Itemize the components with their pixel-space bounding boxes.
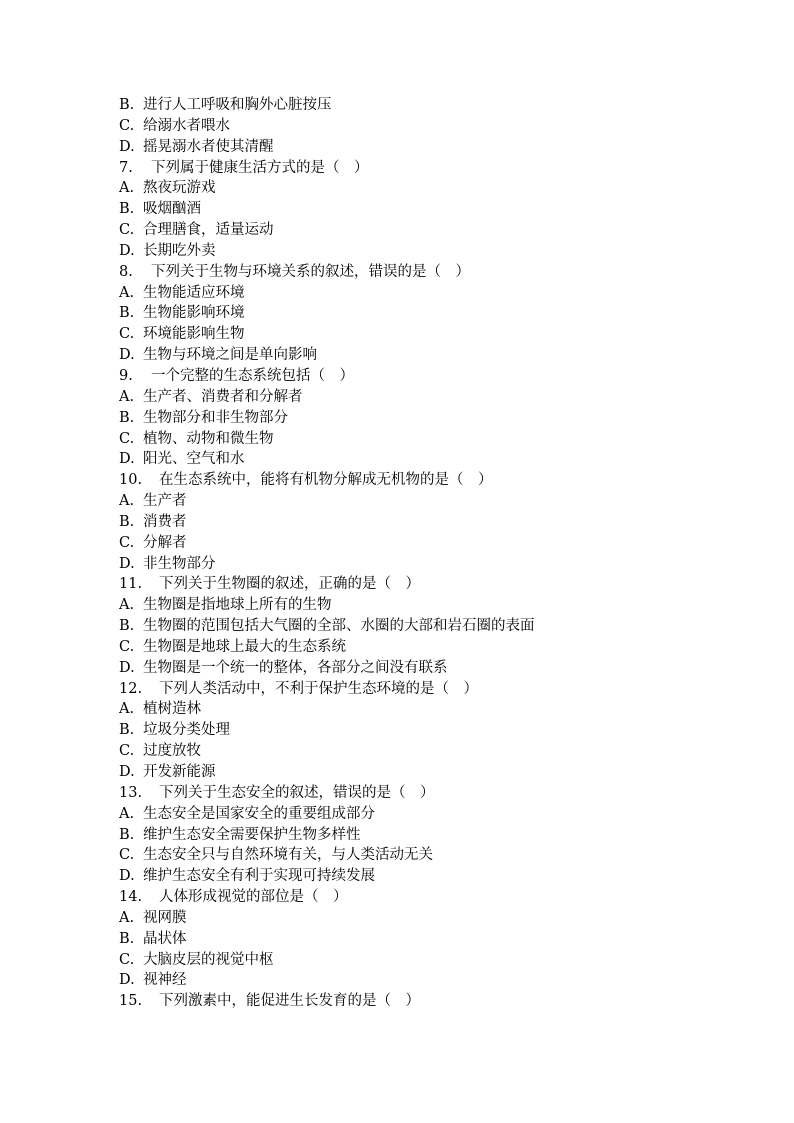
option-letter: D. xyxy=(119,868,135,885)
answer-option xyxy=(119,825,679,846)
option-text: 开发新能源 xyxy=(143,764,216,780)
answer-option xyxy=(119,95,679,116)
answer-option xyxy=(119,408,679,429)
option-letter: D. xyxy=(119,555,135,572)
question-text: 下列关于生态安全的叙述，错误的是（ ） xyxy=(159,784,435,801)
option-text: 给溺水者喂水 xyxy=(143,117,230,134)
option-text: 阳光、空气和水 xyxy=(143,451,245,468)
option-letter: D. xyxy=(119,347,135,364)
option-text: 进行人工呼吸和胸外心脏按压 xyxy=(143,97,332,113)
option-letter: B. xyxy=(119,201,135,218)
option-text: 过度放牧 xyxy=(143,743,201,760)
option-letter: B. xyxy=(119,930,135,947)
option-letter: B. xyxy=(119,409,135,426)
question-number: 10. xyxy=(119,472,143,489)
option-text: 垃圾分类处理 xyxy=(143,722,230,739)
answer-option xyxy=(119,303,679,324)
question-text: 一个完整的生态系统包括（ ） xyxy=(151,367,354,384)
answer-option xyxy=(119,116,679,137)
question-number: 13. xyxy=(119,784,143,801)
answer-option xyxy=(119,449,679,470)
option-text: 晶状体 xyxy=(143,930,187,947)
answer-option xyxy=(119,699,679,720)
option-text: 维护生态安全有利于实现可持续发展 xyxy=(143,868,375,885)
option-text: 生态安全是国家安全的重要组成部分 xyxy=(143,805,375,822)
answer-option xyxy=(119,970,679,991)
option-text: 植物、动物和微生物 xyxy=(143,430,274,447)
option-letter: A. xyxy=(119,805,135,822)
answer-option xyxy=(119,554,679,575)
option-text: 消费者 xyxy=(143,513,187,530)
question-text: 下列人类活动中，不利于保护生态环境的是（ ） xyxy=(159,680,478,697)
option-letter: C. xyxy=(119,847,135,864)
option-text: 生物部分和非生物部分 xyxy=(143,409,288,426)
option-letter: D. xyxy=(119,138,135,155)
answer-option xyxy=(119,220,679,241)
option-text: 植树造林 xyxy=(143,701,201,718)
option-letter: C. xyxy=(119,534,135,551)
question-stem xyxy=(119,574,679,595)
question-stem xyxy=(119,783,679,804)
answer-option xyxy=(119,199,679,220)
option-letter: A. xyxy=(119,284,135,301)
answer-option xyxy=(119,137,679,158)
option-letter: B. xyxy=(119,513,135,530)
question-text: 下列关于生物圈的叙述，正确的是（ ） xyxy=(159,576,420,593)
option-letter: D. xyxy=(119,659,135,676)
answer-option xyxy=(119,512,679,533)
question-text: 在生态系统中，能将有机物分解成无机物的是（ ） xyxy=(159,472,493,489)
option-text: 分解者 xyxy=(143,534,187,551)
answer-option xyxy=(119,429,679,450)
option-text: 吸烟酗酒 xyxy=(143,201,201,218)
answer-option xyxy=(119,595,679,616)
answer-option xyxy=(119,178,679,199)
question-text: 下列关于生物与环境关系的叙述，错误的是（ ） xyxy=(151,263,470,280)
answer-option xyxy=(119,741,679,762)
option-text: 生态安全只与自然环境有关，与人类活动无关 xyxy=(143,847,433,864)
option-letter: D. xyxy=(119,242,135,259)
option-letter: C. xyxy=(119,326,135,343)
question-number: 7. xyxy=(119,159,133,176)
option-text: 生物能影响环境 xyxy=(143,305,245,322)
option-text: 生物圈是一个统一的整体，各部分之间没有联系 xyxy=(143,659,448,676)
option-letter: B. xyxy=(119,826,135,843)
option-letter: D. xyxy=(119,451,135,468)
answer-option xyxy=(119,533,679,554)
option-text: 大脑皮层的视觉中枢 xyxy=(143,951,274,968)
option-text: 维护生态安全需要保护生物多样性 xyxy=(143,826,361,843)
option-text: 环境能影响生物 xyxy=(143,326,245,343)
question-stem xyxy=(119,158,679,179)
question-text: 人体形成视觉的部位是（ ） xyxy=(159,889,348,906)
question-text: 下列激素中，能促进生长发育的是（ ） xyxy=(159,993,420,1010)
option-letter: B. xyxy=(119,305,135,322)
option-letter: C. xyxy=(119,430,135,447)
option-text: 生产者、消费者和分解者 xyxy=(143,388,303,405)
option-text: 生物圈是指地球上所有的生物 xyxy=(143,597,332,614)
option-text: 生物圈的范围包括大气圈的全部、水圈的大部和岩石圈的表面 xyxy=(143,618,535,635)
answer-option xyxy=(119,720,679,741)
question-number: 9. xyxy=(119,367,133,384)
question-stem xyxy=(119,470,679,491)
option-letter: A. xyxy=(119,180,135,197)
question-stem xyxy=(119,366,679,387)
question-number: 8. xyxy=(119,263,133,280)
answer-option xyxy=(119,950,679,971)
option-letter: A. xyxy=(119,597,135,614)
answer-option xyxy=(119,387,679,408)
option-text: 摇晃溺水者使其清醒 xyxy=(143,138,274,155)
option-letter: B. xyxy=(119,97,135,113)
option-letter: C. xyxy=(119,743,135,760)
question-number: 15. xyxy=(119,993,143,1010)
option-letter: B. xyxy=(119,722,135,739)
answer-option xyxy=(119,283,679,304)
question-list xyxy=(119,95,679,1012)
option-letter: A. xyxy=(119,388,135,405)
option-letter: A. xyxy=(119,701,135,718)
option-text: 熬夜玩游戏 xyxy=(143,180,216,197)
option-letter: C. xyxy=(119,638,135,655)
answer-option xyxy=(119,658,679,679)
question-stem xyxy=(119,991,679,1012)
answer-option xyxy=(119,345,679,366)
answer-option xyxy=(119,866,679,887)
option-letter: D. xyxy=(119,764,135,780)
option-text: 生物与环境之间是单向影响 xyxy=(143,347,317,364)
question-stem xyxy=(119,262,679,283)
answer-option xyxy=(119,241,679,262)
answer-option xyxy=(119,804,679,825)
option-letter: C. xyxy=(119,117,135,134)
answer-option xyxy=(119,637,679,658)
question-number: 14. xyxy=(119,889,143,906)
option-text: 长期吃外卖 xyxy=(143,242,216,259)
option-text: 生物圈是地球上最大的生态系统 xyxy=(143,638,346,655)
option-text: 非生物部分 xyxy=(143,555,216,572)
answer-option xyxy=(119,929,679,950)
answer-option xyxy=(119,762,679,783)
option-text: 合理膳食，适量运动 xyxy=(143,222,274,239)
answer-option xyxy=(119,845,679,866)
option-text: 视网膜 xyxy=(143,909,187,926)
answer-option xyxy=(119,616,679,637)
option-letter: C. xyxy=(119,222,135,239)
option-letter: C. xyxy=(119,951,135,968)
option-letter: A. xyxy=(119,493,135,510)
option-letter: A. xyxy=(119,909,135,926)
option-text: 生物能适应环境 xyxy=(143,284,245,301)
option-letter: B. xyxy=(119,618,135,635)
question-stem xyxy=(119,887,679,908)
question-stem xyxy=(119,679,679,700)
question-number: 12. xyxy=(119,680,143,697)
option-text: 视神经 xyxy=(143,972,187,989)
option-letter: D. xyxy=(119,972,135,989)
question-text: 下列属于健康生活方式的是（ ） xyxy=(151,159,369,176)
option-text: 生产者 xyxy=(143,493,187,510)
answer-option xyxy=(119,908,679,929)
answer-option xyxy=(119,324,679,345)
answer-option xyxy=(119,491,679,512)
question-number: 11. xyxy=(119,576,143,593)
